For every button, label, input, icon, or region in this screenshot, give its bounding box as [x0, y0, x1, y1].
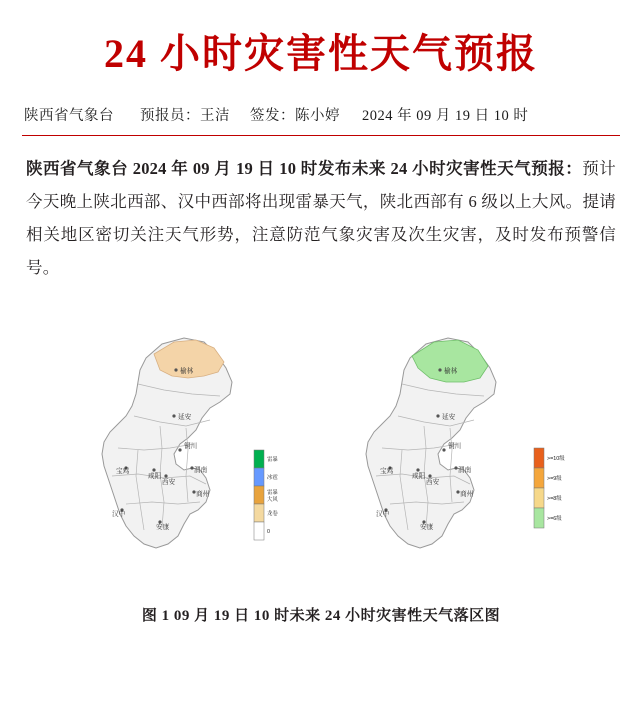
svg-text:雷暴: 雷暴	[267, 457, 278, 463]
svg-text:铜川: 铜川	[448, 443, 462, 450]
map-legend	[254, 450, 278, 540]
svg-text:西安: 西安	[162, 479, 176, 486]
divider	[22, 135, 620, 136]
svg-text:雷暴: 雷暴	[267, 490, 278, 496]
svg-text:渭南: 渭南	[458, 467, 472, 474]
page-title: 24 小时灾害性天气预报	[104, 31, 538, 76]
svg-text:渭南: 渭南	[194, 467, 208, 474]
maps-container	[22, 298, 620, 598]
issuing-office: 陕西省气象台	[24, 108, 114, 124]
forecast-detail: 预计今天晚上陕北西部、汉中西部将出现雷暴天气，陕北西部有 6 级以上大风。提请相关地区密切关注天气形势，注意防范气象灾害及次生灾害，及时发布预警信号。	[26, 159, 616, 277]
svg-text:龙卷: 龙卷	[267, 511, 278, 517]
forecast-lead: 陕西省气象台 2024 年 09 月 19 日 10 时发布未来 24 小时灾害性天气预报：	[26, 159, 583, 178]
svg-text:汉中: 汉中	[112, 511, 126, 518]
svg-text:>=8级: >=8级	[547, 496, 562, 502]
svg-text:>=10级: >=10级	[547, 456, 565, 462]
forecaster-name: 王洁	[200, 108, 230, 124]
svg-text:西安: 西安	[426, 479, 440, 486]
map-legend	[534, 448, 565, 528]
forecast-body	[22, 152, 620, 284]
meta-row	[22, 80, 620, 135]
svg-text:咸阳: 咸阳	[148, 473, 162, 480]
svg-text:咸阳: 咸阳	[412, 473, 426, 480]
gale-map[interactable]	[338, 298, 638, 598]
svg-text:安康: 安康	[420, 524, 434, 531]
svg-text:延安: 延安	[178, 414, 192, 421]
svg-text:>=6级: >=6级	[547, 516, 562, 522]
svg-text:0: 0	[267, 529, 270, 535]
issue-datetime: 2024 年 09 月 19 日 10 时	[362, 108, 529, 124]
svg-text:铜川: 铜川	[184, 443, 198, 450]
svg-text:商州: 商州	[196, 491, 210, 498]
svg-text:安康: 安康	[156, 524, 170, 531]
figure-caption: 图 1 09 月 19 日 10 时未来 24 小时灾害性天气落区图	[141, 608, 501, 624]
svg-text:大风: 大风	[267, 497, 278, 503]
svg-text:延安: 延安	[442, 414, 456, 421]
forecaster-label: 预报员：	[140, 108, 200, 124]
thunderstorm-map[interactable]	[34, 298, 334, 598]
svg-text:宝鸡: 宝鸡	[116, 468, 130, 475]
signer-name: 陈小婷	[295, 108, 340, 124]
svg-text:汉中: 汉中	[376, 511, 390, 518]
svg-text:榆林: 榆林	[444, 368, 458, 375]
svg-text:商州: 商州	[460, 491, 474, 498]
svg-text:宝鸡: 宝鸡	[380, 468, 394, 475]
signer-label: 签发：	[250, 108, 295, 124]
svg-text:榆林: 榆林	[180, 368, 194, 375]
svg-text:冰雹: 冰雹	[267, 475, 278, 481]
svg-text:>=9级: >=9级	[547, 476, 562, 482]
